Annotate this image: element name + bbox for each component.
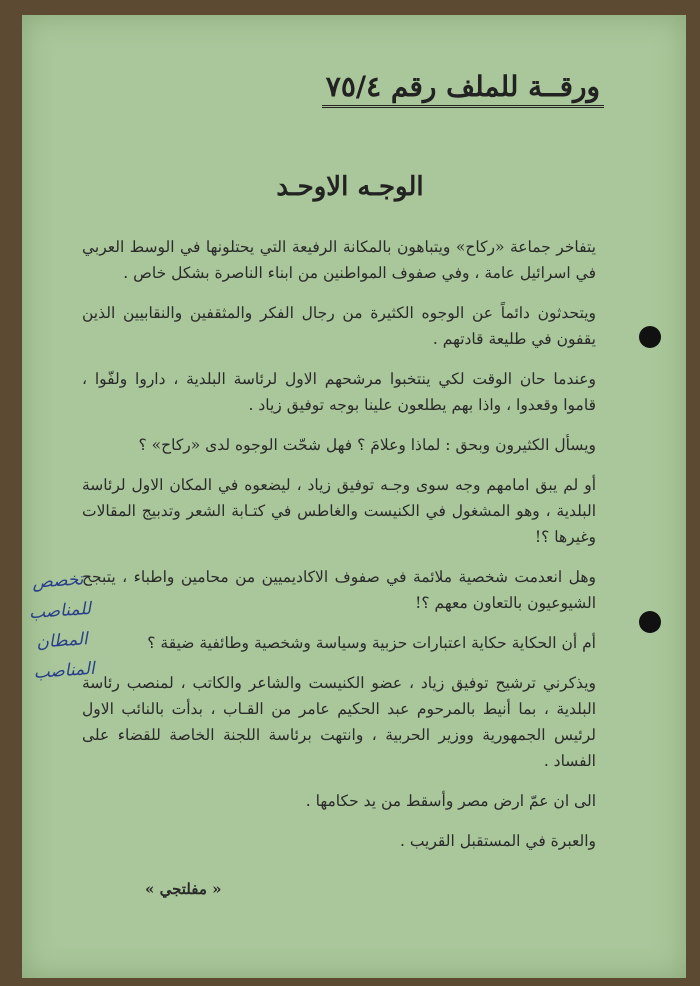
paragraph-5: أو لم يبق امامهم وجه سوى وجـه توفيق زياد ، ليضعوه في المكان الاول لرئاسة البلدية ، وهو المشغول في الكنيست والغاطس في كتـابة الشعر وتدبيج المقالات وغيرها ؟! bbox=[82, 476, 596, 546]
paragraph-2: ويتحدثون دائماً عن الوجوه الكثيرة من رجال الفكر والمثقفين والنقابيين الذين يقفون في طليعة قادتهم . bbox=[82, 304, 596, 348]
paragraph-4: ويسأل الكثيرون وبحق : لماذا وعلامَ ؟ فهل شحّت الوجوه لدى «ركاح» ؟ bbox=[138, 436, 596, 454]
file-reference-header: ورقــة للملف رقم ٧٥/٤ bbox=[322, 70, 604, 108]
page-title: الوجـه الاوحـد bbox=[276, 172, 424, 202]
punch-hole-bottom bbox=[639, 611, 661, 633]
author-signature: « مفلتجي » bbox=[145, 880, 222, 898]
punch-hole-top bbox=[639, 326, 661, 348]
paragraph-1: يتفاخر جماعة «ركاح» ويتباهون بالمكانة الرفيعة التي يحتلونها في الوسط العربي في اسرائيل عامة ، وفي صفوف المواطنين من ابناء الناصرة بشكل خاص . bbox=[82, 238, 596, 282]
article-body bbox=[82, 234, 596, 868]
paragraph-7: أم أن الحكاية حكاية اعتبارات حزبية وسياسة وشخصية وطائفية ضيقة ؟ bbox=[147, 634, 596, 652]
paragraph-9: الى ان عمّ ارض مصر وأسقط من يد حكامها . bbox=[305, 792, 596, 810]
paragraph-3: وعندما حان الوقت لكي ينتخبوا مرشحهم الاول لرئاسة البلدية ، داروا ولفّوا ، قاموا وقعدوا ، واذا بهم يطلعون علينا بوجه توفيق زياد . bbox=[82, 370, 596, 414]
paragraph-6: وهل انعدمت شخصية ملائمة في صفوف الاكاديميين من محامين واطباء ، يتبجح الشيوعيون بالتعاون معهم ؟! bbox=[82, 568, 596, 612]
paragraph-8: ويذكرني ترشيح توفيق زياد ، عضو الكنيست والشاعر والكاتب ، لمنصب رئاسة البلدية ، بما أنيط بالمرحوم عبد الحكيم عامر من القـاب ، بدأت بالنائب الاول لرئيس الجمهورية ووزير الحربية ، وانتهت برئاسة اللجنة الخاصة للقضاء على الفساد . bbox=[82, 674, 596, 770]
handwritten-margin-note: تخصص للمناصب المطان المناصب bbox=[28, 569, 96, 684]
paragraph-10: والعبرة في المستقبل القريب . bbox=[399, 832, 596, 850]
